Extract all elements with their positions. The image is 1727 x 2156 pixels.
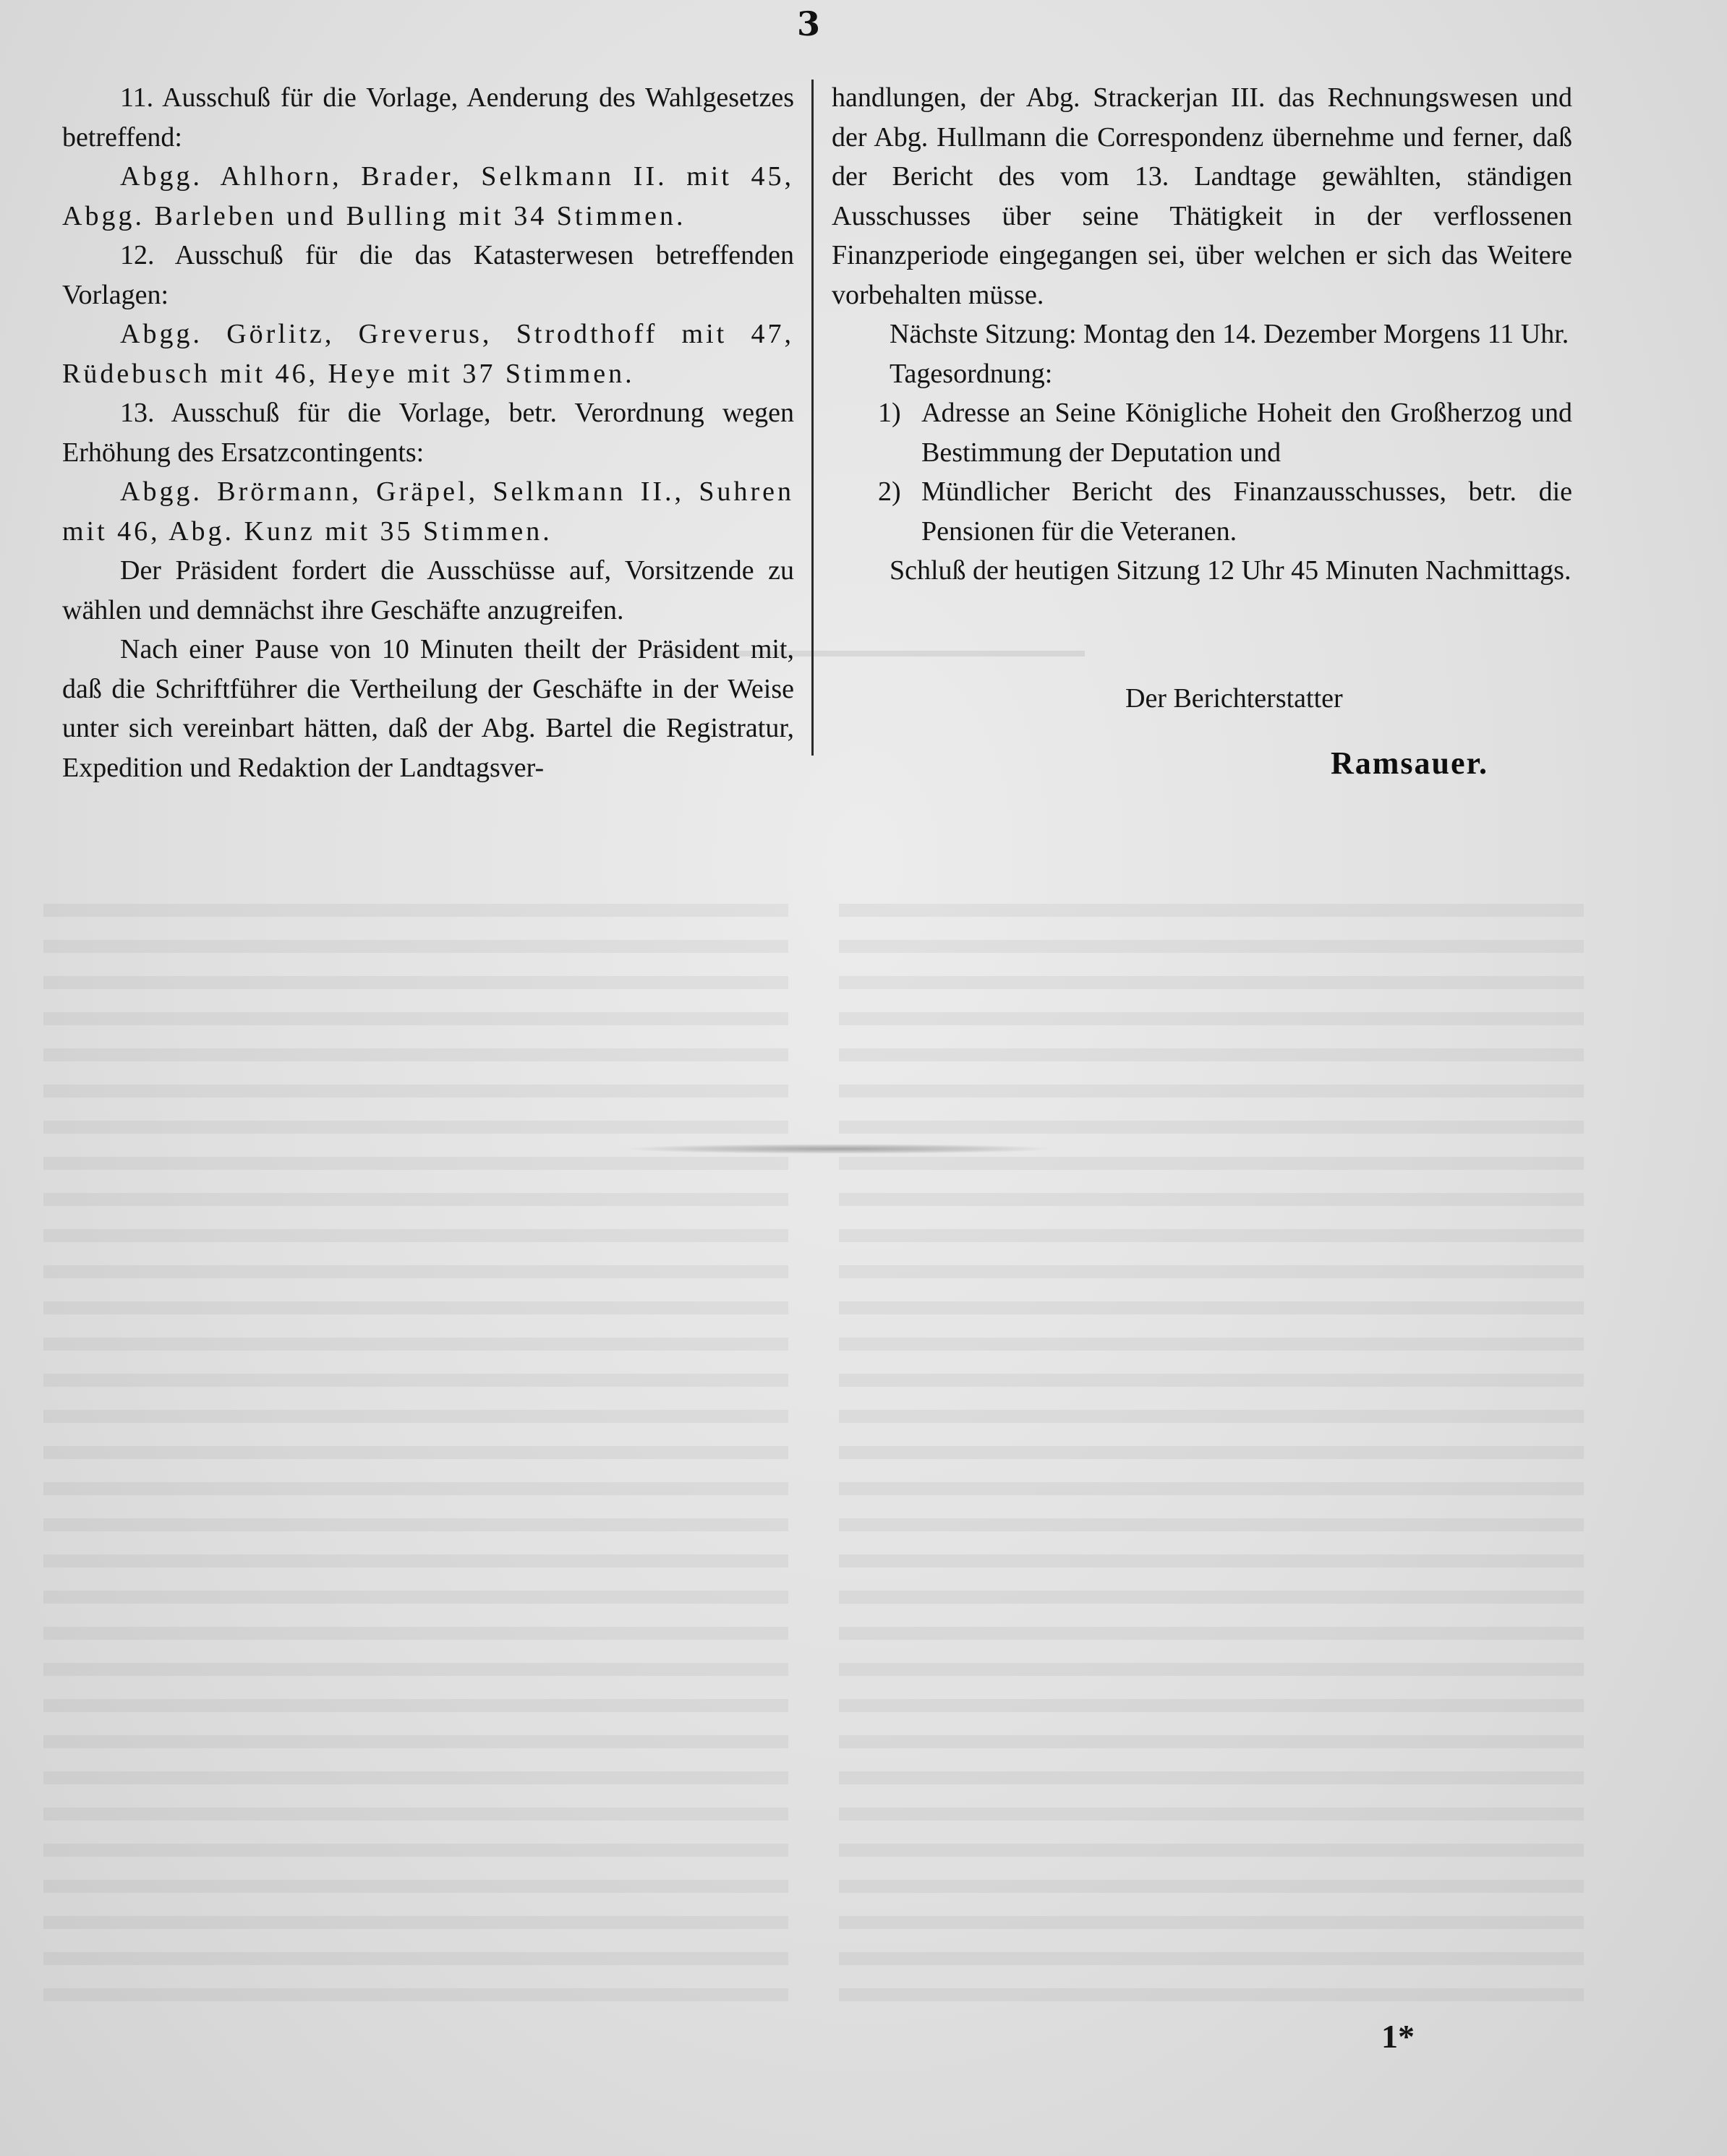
reporter-label: Der Berichterstatter <box>1125 683 1343 714</box>
column-divider <box>811 80 814 756</box>
agenda-item <box>832 393 1572 472</box>
agenda-text: Mündlicher Bericht des Finanzausschusses, betr. die Pensionen für die Veteranen. <box>921 476 1572 547</box>
next-session: Nächste Sitzung: Montag den 14. Dezember Morgens 11 Uhr. <box>890 319 1569 349</box>
sheet-signature-mark: 1* <box>1381 2018 1415 2055</box>
paragraph: Nach einer Pause von 10 Minuten theilt der Präsident mit, daß die Schriftführer die Vertheilung der Geschäfte in der Weise unter sich vereinbart hätten, daß der Abg. Bartel die Registratur, Expedition und Redaktion der Landtagsver- <box>62 634 794 783</box>
paragraph: Abgg. Brörmann, Gräpel, Selkmann II., Suhren mit 46, Abg. Kunz mit 35 Stimmen. <box>62 476 794 547</box>
agenda-label: Tagesordnung: <box>890 358 1053 389</box>
agenda-text: Adresse an Seine Königliche Hoheit den Großherzog und Bestimmung der Deputation und <box>921 398 1572 468</box>
left-column <box>62 78 794 787</box>
reporter-name: Ramsauer. <box>1331 745 1489 781</box>
paragraph: 12. Ausschuß für die das Katasterwesen betreffenden Vorlagen: <box>62 240 794 310</box>
paragraph: Abgg. Ahlhorn, Brader, Selkmann II. mit 45, Abgg. Barleben und Bulling mit 34 Stimmen. <box>62 161 794 231</box>
right-column <box>832 78 1572 591</box>
paragraph: 13. Ausschuß für die Vorlage, betr. Verordnung wegen Erhöhung des Ersatzcontingents: <box>62 398 794 468</box>
paragraph: Der Präsident fordert die Ausschüsse auf, Vorsitzende zu wählen und demnächst ihre Geschäfte anzugreifen. <box>62 555 794 625</box>
page-number: 3 <box>797 4 821 43</box>
agenda-item <box>832 472 1572 551</box>
paragraph: handlungen, der Abg. Strackerjan III. das Rechnungswesen und der Abg. Hullmann die Correspondenz übernehme und ferner, daß der Bericht des vom 13. Landtage gewählten, ständigen Ausschusses über seine Thätigkeit in der verflossenen Finanzperiode eingegangen sei, über welchen er sich das Weitere vorbehalten müsse. <box>832 82 1572 310</box>
agenda-number: 2) <box>878 476 901 507</box>
closing-note: Schluß der heutigen Sitzung 12 Uhr 45 Minuten Nachmittags. <box>890 555 1572 586</box>
agenda-number: 1) <box>878 398 901 428</box>
paragraph: 11. Ausschuß für die Vorlage, Aenderung des Wahlgesetzes betreffend: <box>62 82 794 153</box>
paragraph: Abgg. Görlitz, Greverus, Strodthoff mit 47, Rüdebusch mit 46, Heye mit 37 Stimmen. <box>62 319 794 389</box>
